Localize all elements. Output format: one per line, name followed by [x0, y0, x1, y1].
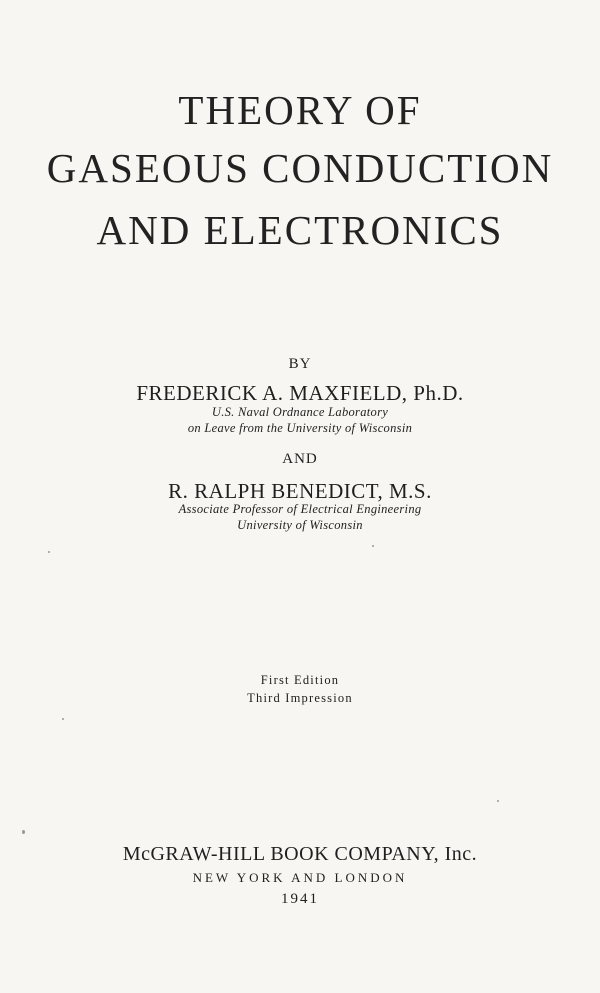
author-1-name: FREDERICK A. MAXFIELD, Ph.D. [136, 381, 464, 405]
publisher-name: McGRAW-HILL BOOK COMPANY, Inc. [122, 843, 478, 865]
paper-speck [497, 800, 499, 802]
author-2-affiliation-2: University of Wisconsin [237, 518, 363, 532]
book-title-line-1: THEORY OF [178, 87, 422, 133]
book-title-line-3: AND ELECTRONICS [96, 207, 504, 253]
author-2-affiliation-1: Associate Professor of Electrical Engineering [178, 502, 422, 516]
author-1-affiliation-2: on Leave from the University of Wisconsin [187, 421, 413, 435]
publisher-cities: NEW YORK AND LONDON [192, 870, 408, 885]
book-title-line-2: GASEOUS CONDUCTION [46, 145, 554, 191]
and-label: AND [282, 451, 318, 467]
author-1-affiliation-1: U.S. Naval Ordnance Laboratory [211, 405, 389, 419]
author-2-name: R. RALPH BENEDICT, M.S. [168, 479, 432, 503]
edition-line-1: First Edition [260, 673, 340, 687]
paper-speck [22, 830, 25, 834]
paper-speck [372, 545, 374, 547]
edition-line-2: Third Impression [247, 691, 353, 705]
publication-year: 1941 [281, 891, 319, 907]
paper-speck [48, 551, 50, 553]
by-label: BY [288, 356, 312, 372]
paper-speck [62, 718, 64, 720]
